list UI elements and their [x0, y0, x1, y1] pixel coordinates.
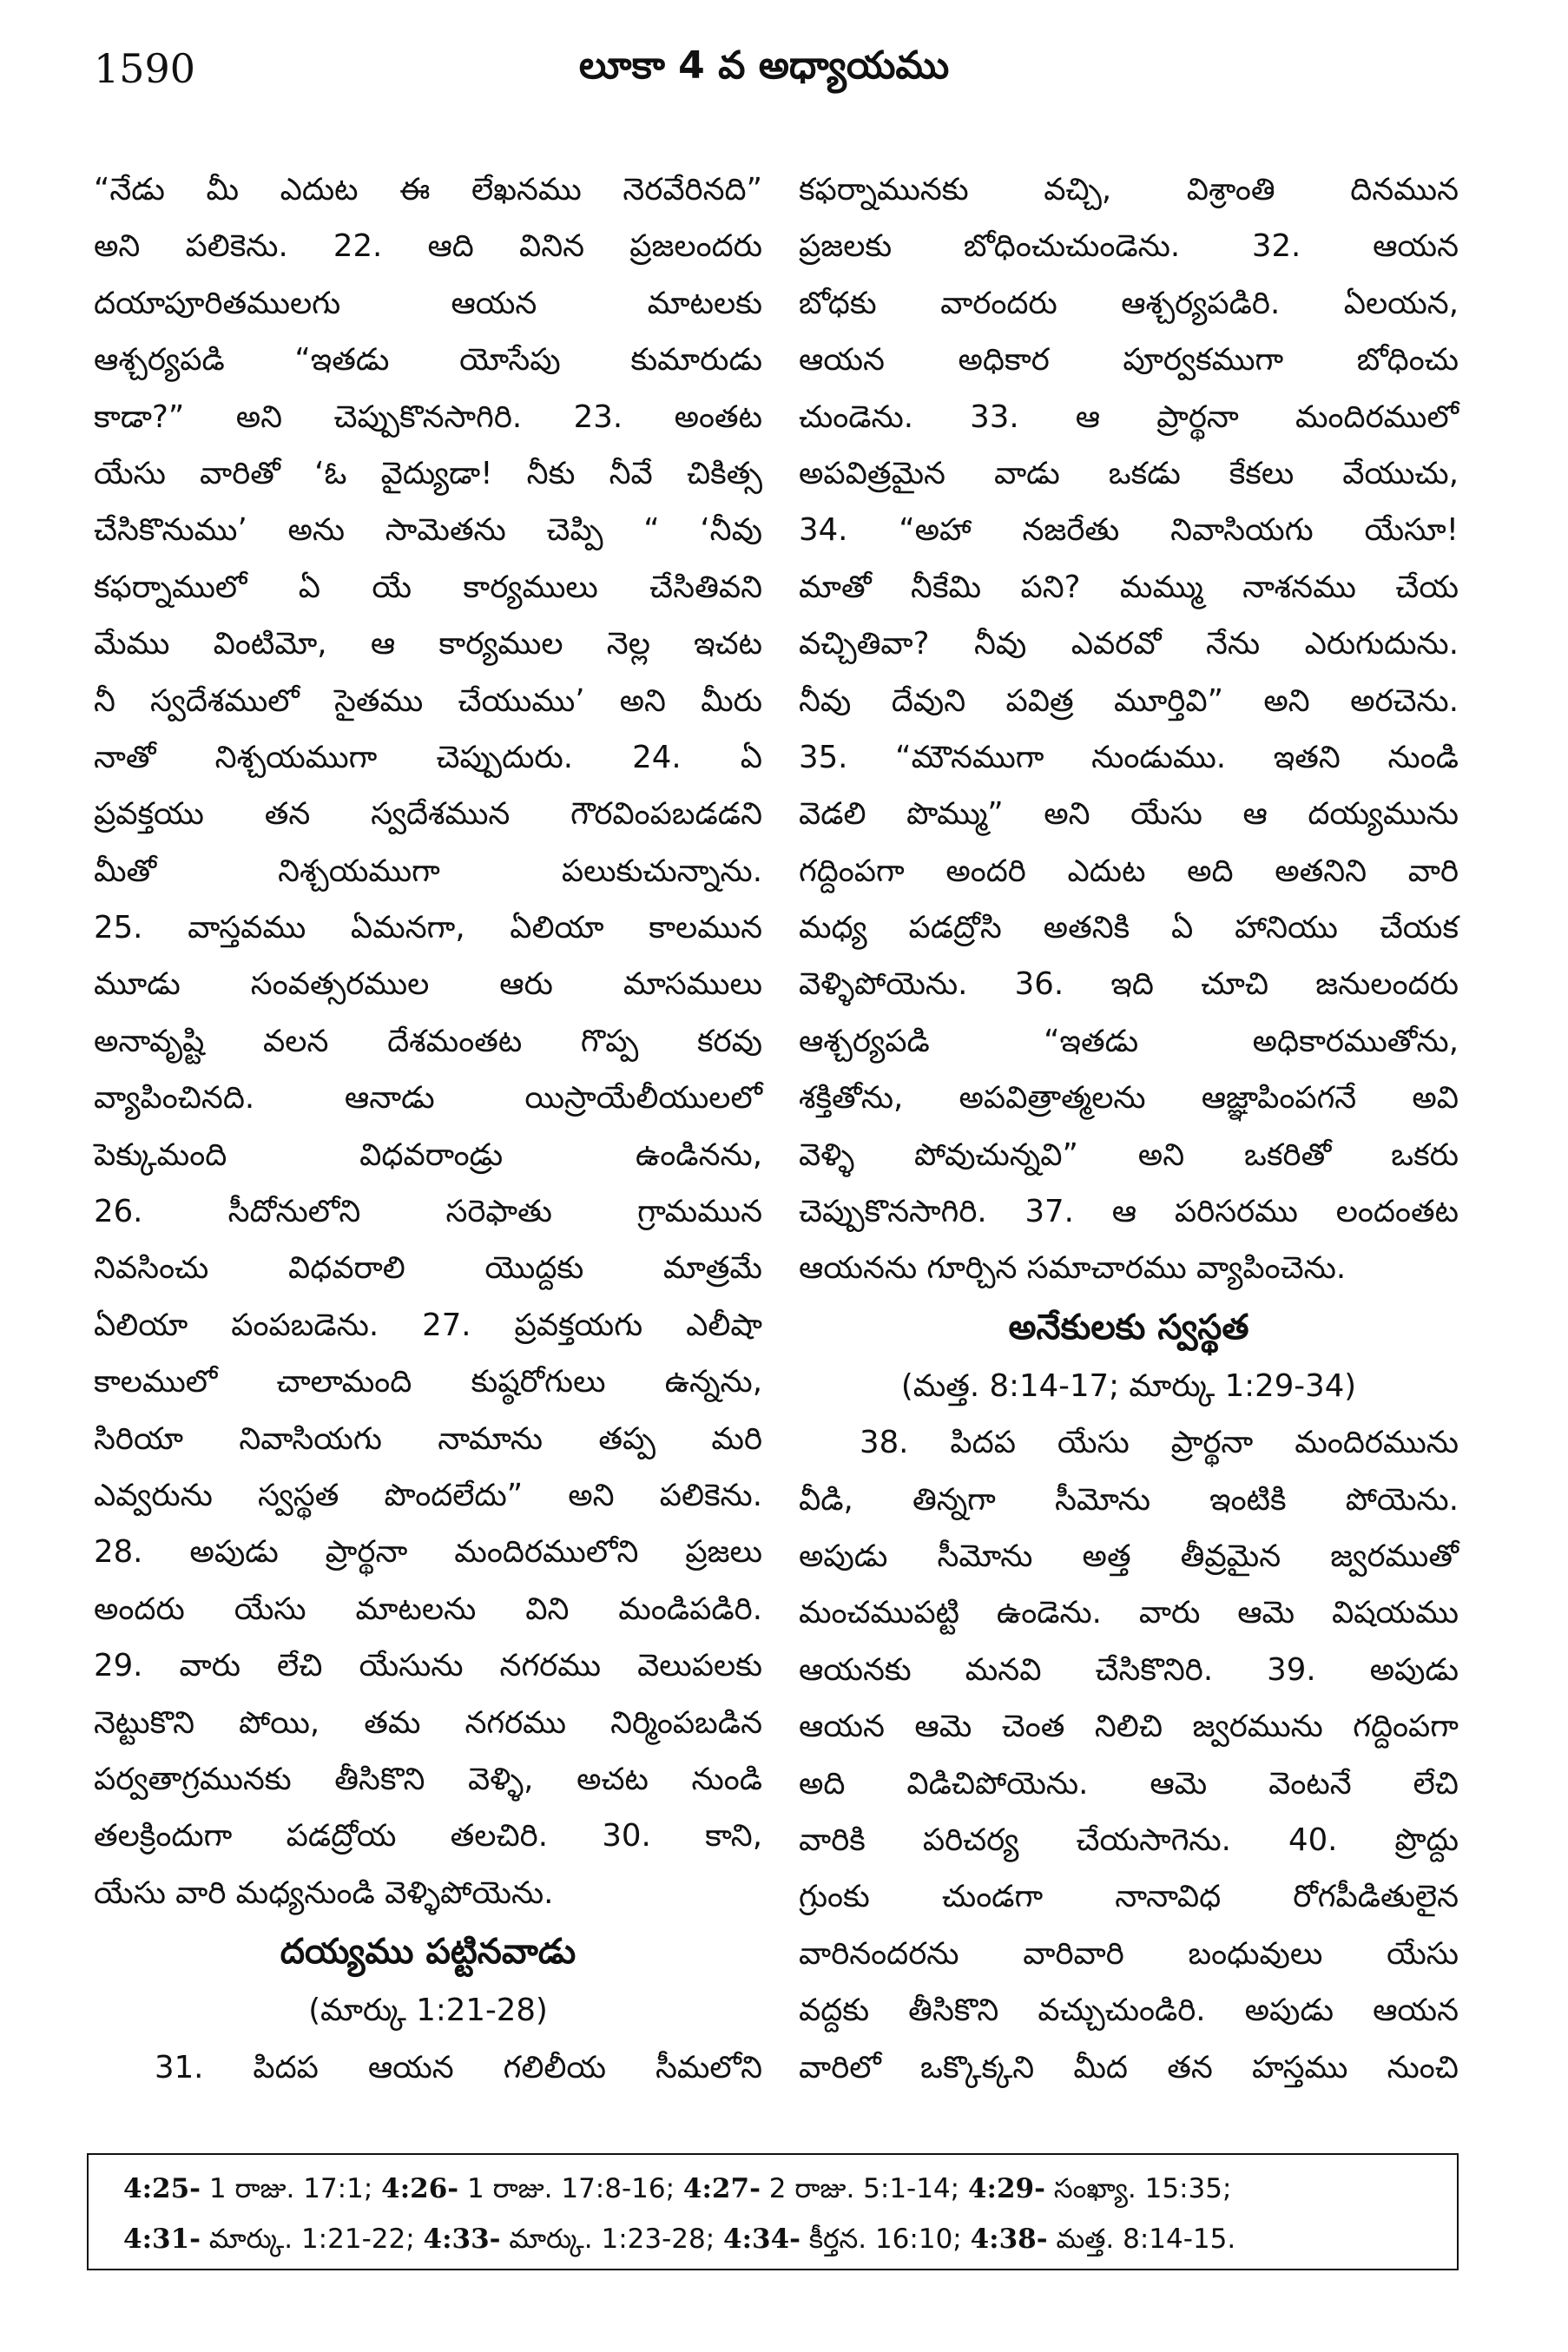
reference-text: సంఖ్యా. 15:35; — [1045, 2173, 1232, 2204]
text-line: వీడి, తిన్నగా సీమోను ఇంటికి పోయెను. — [799, 1481, 1459, 1518]
text-line: వారికి పరిచర్య చేయసాగెను. 40. ప్రొద్దు — [799, 1822, 1459, 1858]
text-line: గ్రుంకు చుండగా నానావిధ రోగపీడితులైన — [799, 1879, 1459, 1915]
text-line: యేసు వారితో ‘ఓ వైద్యుడా! నీకు నీవే చికిత్స — [94, 455, 762, 491]
section-ref-right: (మత్త. 8:14-17; మార్కు 1:29-34) — [900, 1367, 1357, 1404]
text-line: వెళ్ళి పోవుచున్నవి” అని ఒకరితో ఒకరు — [799, 1136, 1459, 1173]
reference-text: మత్త. 8:14-15. — [1047, 2224, 1236, 2255]
text-line: 35. “మౌనముగా నుండుము. ఇతని నుండి — [799, 739, 1459, 775]
text-line: పెక్కుమంది విధవరాండ్రు ఉండినను, — [94, 1136, 762, 1173]
text-line: వద్దకు తీసికొని వచ్చుచుండిరి. అపుడు ఆయన — [799, 1993, 1459, 2029]
text-line: ఆయనను గూర్చిన సమాచారము వ్యాపించెను. — [799, 1250, 1347, 1287]
text-line: బోధకు వారందరు ఆశ్చర్యపడిరి. ఏలయన, — [799, 285, 1459, 321]
left-column-lines — [94, 161, 762, 1921]
text-line: మూడు సంవత్సరముల ఆరు మాసములు — [94, 966, 762, 1003]
reference-verse: 4:26- — [381, 2173, 459, 2204]
text-line: చేసికొనుము’ అను సామెతను చెప్పి “ ‘నీవు — [94, 512, 762, 549]
text-line: నాతో నిశ్చయముగా చెప్పుదురు. 24. ఏ — [94, 739, 762, 775]
text-line: నివసించు విధవరాలి యొద్దకు మాత్రమే — [94, 1250, 762, 1287]
section-heading-left: దయ్యము పట్టినవాడు — [280, 1932, 576, 1973]
text-line: అని పలికెను. 22. ఆది వినిన ప్రజలందరు — [94, 228, 762, 265]
section-heading-right: అనేకులకు స్వస్థత — [1008, 1307, 1249, 1347]
text-line: నీ స్వదేశములో సైతము చేయుము’ అని మీరు — [94, 682, 762, 719]
page-number: 1590 — [94, 45, 196, 92]
right-column-lines — [799, 161, 1459, 1297]
reference-text: మార్కు. 1:21-22; — [201, 2224, 424, 2255]
text-line: మధ్య పడద్రోసి అతనికి ఏ హానియు చేయక — [799, 910, 1459, 946]
text-line: ఆయన ఆమె చెంత నిలిచి జ్వరమును గద్దింపగా — [799, 1709, 1459, 1745]
text-line: ఏలియా పంపబడెను. 27. ప్రవక్తయగు ఎలీషా — [94, 1307, 762, 1343]
text-line: 26. సీదోనులోని సరెఫాతు గ్రామమున — [94, 1194, 762, 1230]
text-line: వచ్చితివా? నీవు ఎవరవో నేను ఎరుగుదును. — [799, 626, 1459, 662]
right-column — [799, 161, 1459, 2096]
reference-verse: 4:29- — [967, 2173, 1045, 2204]
text-line: నెట్టుకొని పోయి, తమ నగరము నిర్మింపబడిన — [94, 1704, 762, 1741]
text-line: కఫర్నాములో ఏ యే కార్యములు చేసితివని — [94, 569, 762, 605]
reference-verse: 4:33- — [423, 2224, 501, 2255]
text-line: ఆయనకు మనవి చేసికొనిరి. 39. అపుడు — [799, 1651, 1459, 1688]
text-line: అనావృష్టి వలన దేశమంతట గొప్ప కరవు — [94, 1023, 762, 1059]
running-title: లూకా 4 వ అధ్యాయము — [578, 43, 950, 88]
text-line: వ్యాపించినది. ఆనాడు యిస్రాయేలీయులలో — [94, 1080, 762, 1117]
reference-verse: 4:25- — [123, 2173, 201, 2204]
text-line: మీతో నిశ్చయముగా పలుకుచున్నాను. — [94, 853, 762, 889]
text-line: వారినందరను వారివారి బంధువులు యేసు — [799, 1935, 1459, 1972]
reference-text: 2 రాజు. 5:1-14; — [760, 2173, 968, 2204]
reference-text: 1 రాజు. 17:1; — [201, 2173, 382, 2204]
text-line: 28. అపుడు ప్రార్థనా మందిరములోని ప్రజలు — [94, 1534, 762, 1571]
reference-text: మార్కు. 1:23-28; — [500, 2224, 724, 2255]
cross-reference-line — [123, 2214, 1422, 2264]
text-line: 29. వారు లేచి యేసును నగరము వెలుపలకు — [94, 1648, 762, 1684]
text-line: 25. వాస్తవము ఏమనగా, ఏలియా కాలమున — [94, 910, 762, 946]
text-line: ప్రజలకు బోధించుచుండెను. 32. ఆయన — [799, 228, 1459, 265]
text-line: అపుడు సీమోను అత్త తీవ్రమైన జ్వరముతో — [799, 1538, 1459, 1574]
text-line: కాలములో చాలామంది కుష్ఠరోగులు ఉన్నను, — [94, 1364, 762, 1400]
section-first-line-left: 31. పిదప ఆయన గలిలీయ సీమలోని — [155, 2049, 762, 2085]
text-line: 38. పిదప యేసు ప్రార్థనా మందిరమును — [860, 1425, 1459, 1461]
section-ref-left: (మార్కు 1:21-28) — [308, 1993, 548, 2029]
text-line: 34. “అహా నజరేతు నివాసియగు యేసూ! — [799, 512, 1459, 549]
text-line: ప్రవక్తయు తన స్వదేశమున గౌరవింపబడడని — [94, 796, 762, 833]
reference-verse: 4:31- — [123, 2224, 201, 2255]
reference-verse: 4:34- — [723, 2224, 801, 2255]
text-line: కాడా?” అని చెప్పుకొనసాగిరి. 23. అంతట — [94, 399, 762, 435]
text-line: వారిలో ఒక్కొక్కని మీద తన హస్తము నుంచి — [799, 2049, 1459, 2085]
text-line: ఆశ్చర్యపడి “ఇతడు యోసేపు కుమారుడు — [94, 342, 762, 379]
text-line: మాతో నీకేమి పని? మమ్ము నాశనము చేయ — [799, 569, 1459, 605]
text-line: కఫర్నామునకు వచ్చి, విశ్రాంతి దినమున — [799, 172, 1459, 208]
cross-reference-line — [123, 2164, 1422, 2214]
reference-verse: 4:27- — [682, 2173, 761, 2204]
text-line: చుండెను. 33. ఆ ప్రార్థనా మందిరములో — [799, 399, 1459, 435]
left-column — [94, 161, 762, 2096]
text-line: తలక్రిందుగా పడద్రోయ తలచిరి. 30. కాని, — [94, 1818, 762, 1855]
text-line: మంచముపట్టి ఉండెను. వారు ఆమె విషయము — [799, 1595, 1459, 1631]
text-line: పర్వతాగ్రమునకు తీసికొని వెళ్ళి, అచట నుండి — [94, 1761, 762, 1797]
text-line: వెడలి పొమ్ము” అని యేసు ఆ దయ్యమును — [799, 796, 1459, 833]
text-line: అది విడిచిపోయెను. ఆమె వెంటనే లేచి — [799, 1765, 1459, 1802]
text-line: ఆయన అధికార పూర్వకముగా బోధించు — [799, 342, 1459, 379]
text-line: దయాపూరితములగు ఆయన మాటలకు — [94, 285, 762, 321]
text-line: ఆశ్చర్యపడి “ఇతడు అధికారముతోను, — [799, 1023, 1459, 1059]
reference-text: కీర్తన. 16:10; — [800, 2224, 971, 2255]
text-line: “నేడు మీ ఎదుట ఈ లేఖనము నెరవేరినది” — [94, 172, 762, 208]
text-line: గద్దింపగా అందరి ఎదుట అది అతనిని వారి — [799, 853, 1459, 889]
text-line: అందరు యేసు మాటలను విని మండిపడిరి. — [94, 1591, 762, 1627]
text-line: యేసు వారి మధ్యనుండి వెళ్ళిపోయెను. — [94, 1874, 554, 1911]
text-line: సిరియా నివాసియగు నామాను తప్ప మరి — [94, 1420, 762, 1457]
text-line: ఎవ్వరును స్వస్థత పొందలేదు” అని పలికెను. — [94, 1477, 762, 1513]
text-line: మేము వింటిమో, ఆ కార్యముల నెల్ల ఇచట — [94, 626, 762, 662]
cross-references-box — [87, 2153, 1459, 2270]
right-section-lines — [799, 1414, 1459, 2096]
text-line: చెప్పుకొనసాగిరి. 37. ఆ పరిసరము లందంతట — [799, 1194, 1459, 1230]
reference-verse: 4:38- — [970, 2224, 1048, 2255]
reference-text: 1 రాజు. 17:8-16; — [458, 2173, 683, 2204]
text-line: నీవు దేవుని పవిత్ర మూర్తివి” అని అరచెను. — [799, 682, 1459, 719]
text-line: శక్తితోను, అపవిత్రాత్మలను ఆజ్ఞాపింపగనే అవి — [799, 1080, 1459, 1117]
text-line: వెళ్ళిపోయెను. 36. ఇది చూచి జనులందరు — [799, 966, 1459, 1003]
text-line: అపవిత్రమైన వాడు ఒకడు కేకలు వేయుచు, — [799, 455, 1459, 491]
